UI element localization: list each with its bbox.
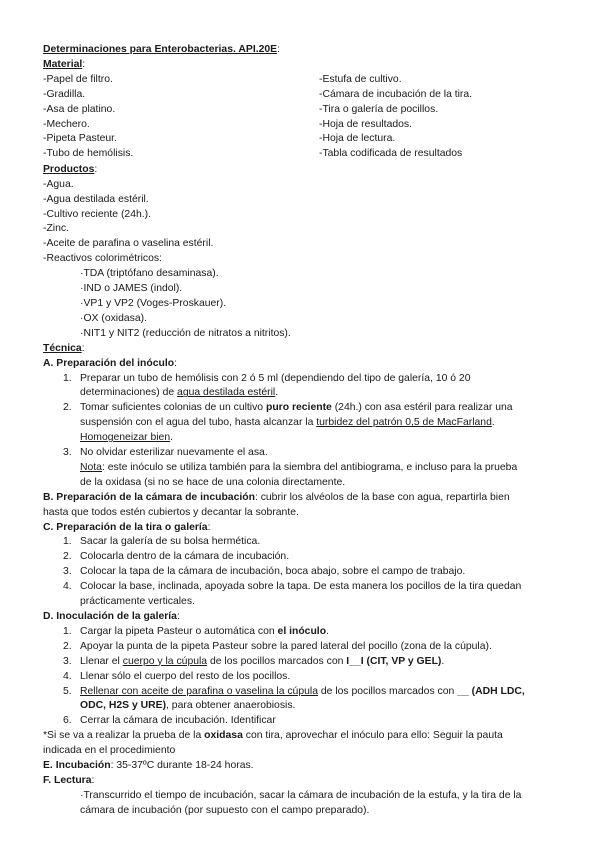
nota: Nota: este inóculo se utiliza también para la siembra del antibiograma, e incluso para la prueba: [80, 461, 518, 473]
section-b: B. Preparación de la cámara de incubación: cubrir los alvéolos de la base con agua, repartirla bien: [43, 491, 510, 503]
list-item: -Papel de filtro.: [43, 73, 113, 85]
document-title: Determinaciones para Enterobacterias. API.20E:: [43, 44, 280, 55]
list-item: -Gradilla.: [43, 88, 86, 100]
material-column-right: [319, 73, 472, 162]
list-item: -Hoja de lectura.: [319, 133, 396, 145]
list-item: -Pipeta Pasteur.: [43, 133, 117, 145]
productos-heading: Productos:: [43, 163, 98, 175]
list-item: 5. Rellenar con aceite de parafina o vaselina la cúpula de los pocillos marcados con __ (ADH LDC, ODC, H2S y URE), para obtener anaerobiosis.: [63, 685, 525, 712]
list-item: 2. Colocarla dentro de la cámara de incubación.: [63, 551, 290, 563]
list-item: 6. Cerrar la cámara de incubación. Identificar: [63, 715, 276, 727]
section-e: E. Incubación: 35-37ºC durante 18-24 horas.: [43, 760, 254, 772]
list-item: 4. Colocar la base, inclinada, apoyada sobre la tapa. De esta manera los pocillos de la tira quedan prácticamente verticales.: [63, 581, 522, 608]
productos-list: [43, 178, 563, 342]
reactivo-item: ·NIT1 y NIT2 (reducción de nitratos a nitritos).: [80, 327, 291, 339]
section-a-list: [43, 372, 563, 491]
reactivo-item: ·VP1 y VP2 (Voges-Proskauer).: [80, 297, 227, 309]
section-c-heading: C. Preparación de la tira o galería:: [43, 521, 211, 533]
section-f-heading: F. Lectura:: [43, 774, 95, 786]
list-item: -Reactivos colorimétricos:: [43, 253, 162, 265]
material-column-left: [43, 73, 133, 162]
list-item: -Tabla codificada de resultados: [319, 148, 463, 160]
list-item: -Hoja de resultados.: [319, 118, 412, 130]
reactivo-item: ·TDA (triptófano desaminasa).: [80, 268, 219, 280]
list-item: -Tira o galería de pocillos.: [319, 103, 439, 115]
list-item: -Mechero.: [43, 118, 90, 130]
list-item: 1. Preparar un tubo de hemólisis con 2 ó 5 ml (dependiendo del tipo de galería, 10 ó 20 determinaciones) de agua destilada estéril.: [63, 372, 471, 399]
list-item: -Cultivo reciente (24h.).: [43, 208, 151, 220]
list-item: -Agua destilada estéril.: [43, 193, 149, 205]
list-item: -Aceite de parafina o vaselina estéril.: [43, 238, 214, 250]
list-item: 1. Sacar la galería de su bolsa hermética.: [63, 536, 261, 548]
document-page: Determinaciones para Enterobacterias. API.20E: Material: -Papel de filtro. -Gradilla. -Asa de platino. -Mechero. -Pipeta Pasteur. -Tubo de hemólisis. -Estufa de cultivo. -Cámara de incubación de la tira. -Tira o galería de pocillos. -Hoja de resultados. -Hoja de lectura. -Tabla codificada de resultados Productos: -Agua. -Agua destilada estéril. -Cultivo reciente (24h.). -Zinc. -Aceite de parafina o vaselina estéril. -Reactivos colorimétricos: ·TDA (triptófano desaminasa). ·IND o JAMES (indol). ·VP1 y VP2 (Voges-Proskauer). ·OX (oxidasa). ·NIT1 y NIT2 (reducción de nitratos a nitritos). Técnica: A. Preparación del inóculo: 1. Preparar un tubo de hemólisis con 2 ó 5 ml (dependiendo del tipo de galería, 10 ó 20 determinaciones) de agua destilada estéril. 2. Tomar suficientes colonias de un cultivo puro reciente (24h.) con asa estéril para realizar una suspensión con el agua del tubo, hasta alcanzar la turbidez del patrón 0,5 de MacFarland. Homogeneizar bien. 3. No olvidar esterilizar nuevamente el asa. Nota: este inóculo se utiliza también para la siembra del antibiograma, e incluso para la prueba de la oxidasa (si no se hace de una colonia directamente. B. Preparación de la cámara de incubación: cubrir los alvéolos de la base con agua, repartirla bien hasta que todos estén cubiertos y decantar la sobrante. C. Preparación de la tira o galería: 1. Sacar la galería de su bolsa hermética. 2. Colocarla dentro de la cámara de incubación. 3. Colocar la tapa de la cámara de incubación, boca abajo, sobre el campo de trabajo. 4. Colocar la base, inclinada, apoyada sobre la tapa. De esta manera los pocillos de la tira quedan prácticamente verticales. D. Inoculación de la galería: 1. Cargar la pipeta Pasteur o automática con el inóculo. 2. Apoyar la punta de la pipeta Pasteur sobre la pared lateral del pocillo (zona de la cúpula). 3. Llenar el cuerpo y la cúpula de los pocillos marcados con I__I (CIT, VP y GEL). 4. Llenar sólo el cuerpo del resto de los pocillos. 5. Rellenar con aceite de parafina o vaselina la cúpula de los pocillos marcados con __ (ADH LDC, ODC, H2S y URE), para obtener anaerobiosis. 6. Cerrar la cámara de incubación. Identificar *Si se va a realizar la prueba de la oxidasa con tira, aprovechar el inóculo para ello: Seguir la pauta indicada en el procedimiento E. Incubación: 35-37ºC durante 18-24 horas. F. Lectura: ·Transcurrido el tiempo de incubación, sacar la cámara de incubación de la estufa, y la tira de la cámara de incubación (por supuesto con el campo preparado).: [43, 43, 563, 819]
list-item: -Zinc.: [43, 223, 69, 235]
list-item: -Asa de platino.: [43, 103, 116, 115]
list-item: 2. Apoyar la punta de la pipeta Pasteur sobre la pared lateral del pocillo (zona de la cúpula).: [63, 640, 492, 652]
section-f-text: ·Transcurrido el tiempo de incubación, sacar la cámara de incubación de la estufa, y la tira de la: [80, 789, 522, 801]
reactivo-item: ·IND o JAMES (indol).: [80, 283, 183, 295]
list-item: -Estufa de cultivo.: [319, 73, 402, 85]
list-item: 1. Cargar la pipeta Pasteur o automática con el inóculo.: [63, 625, 329, 637]
list-item: 3. Llenar el cuerpo y la cúpula de los pocillos marcados con I__I (CIT, VP y GEL).: [63, 655, 445, 667]
oxidasa-note: *Si se va a realizar la prueba de la oxidasa con tira, aprovechar el inóculo para ello: Seguir la pauta: [43, 730, 503, 742]
list-item: -Agua.: [43, 178, 74, 190]
material-heading: Material:: [43, 58, 86, 70]
section-a-heading: A. Preparación del inóculo:: [43, 357, 177, 369]
material-list: [43, 73, 563, 163]
section-d-heading: D. Inoculación de la galería:: [43, 611, 180, 622]
list-item: 2. Tomar suficientes colonias de un cultivo puro reciente (24h.) con asa estéril para realizar una suspensión con el agua del tubo, hasta alcanzar la turbidez del patrón 0,5 de MacFarland. Homogeneizar bien.: [63, 402, 513, 444]
list-item: 3. No olvidar esterilizar nuevamente el asa. Nota: este inóculo se utiliza también para la siembra del antibiograma, e incluso para la prueba de la oxidasa (si no se hace de una colonia directamente.: [43, 446, 563, 491]
section-c-list: [43, 535, 563, 610]
tecnica-heading: Técnica:: [43, 342, 85, 354]
list-item: -Cámara de incubación de la tira.: [319, 88, 473, 100]
list-item: 4. Llenar sólo el cuerpo del resto de los pocillos.: [63, 670, 291, 682]
list-item: 3. Colocar la tapa de la cámara de incubación, boca abajo, sobre el campo de trabajo.: [63, 566, 466, 578]
list-item: -Tubo de hemólisis.: [43, 148, 134, 160]
section-d-list: [43, 625, 563, 729]
reactivo-item: ·OX (oxidasa).: [80, 312, 147, 324]
